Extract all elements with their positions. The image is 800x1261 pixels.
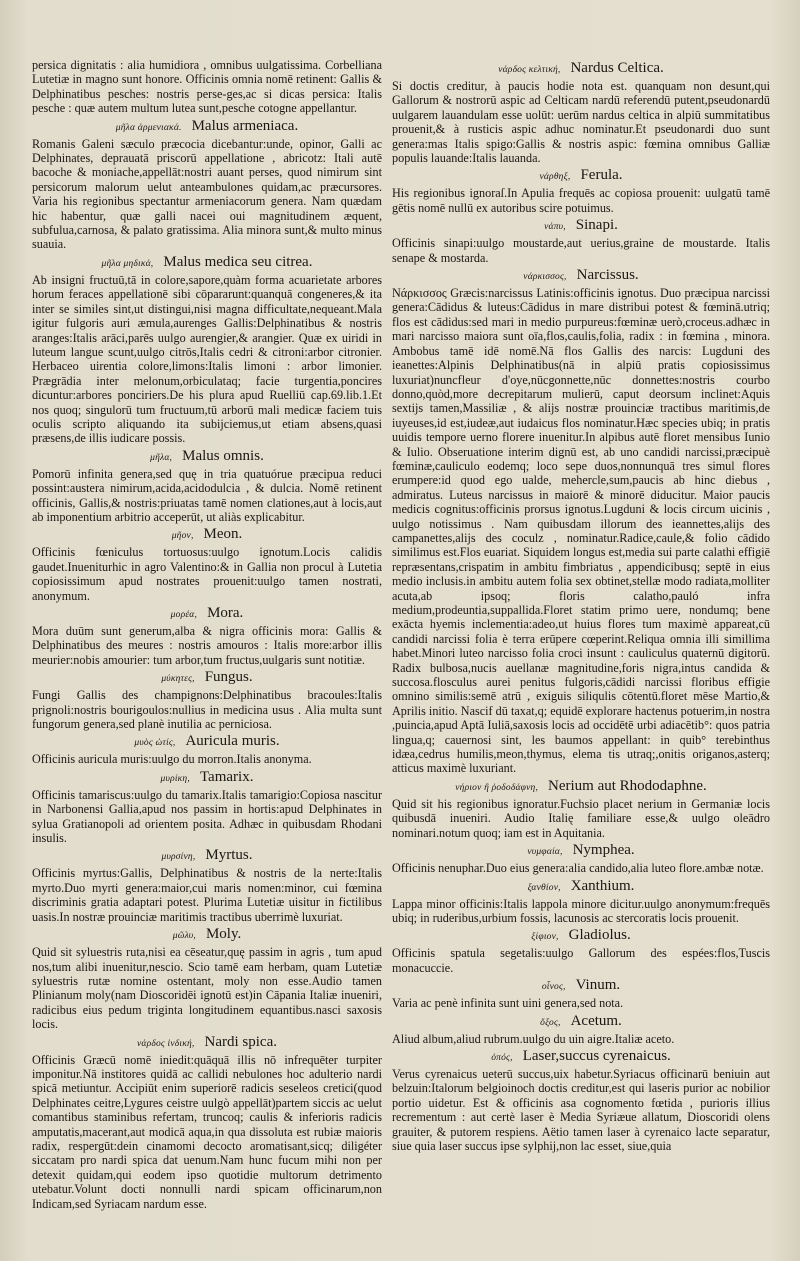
greek-name: ξίφιον, (531, 932, 559, 943)
latin-name: Laser,succus cyrenaicus. (522, 1047, 671, 1064)
entry-text: Pomorū infinita genera,sed quę in tria quatuórue præcipua reduci possint:austera nimirum,acida,acidodulcia , & dulcia. Nomē retinent officinis, Gallis,& nostris:priuatas tamē nomen clationes,aut à locis,aut ab imponentium arbitrio acceperūt, ut aliàs explicabitur. (32, 466, 382, 524)
greek-name: νήριον ἢ ῥοδοδάφνη, (455, 782, 539, 793)
entry-heading (32, 926, 382, 944)
latin-name: Vinum. (575, 977, 621, 994)
entry-heading (392, 778, 770, 796)
latin-name: Myrtus. (205, 847, 253, 864)
entry-text: Varia ac penè infinita sunt uini genera,sed nota. (392, 996, 624, 1011)
entry-heading (392, 927, 770, 945)
entry-heading (392, 842, 770, 860)
entry-text: Officinis fœniculus tortuosus:uulgo ignotum.Locis calidis gaudet.Inueniturhic in agro Valentino:& in Gallia non procul à Lutetia copiosissimum apud nostrates prouenit:uulgo tamen nostrati, anonymum. (32, 545, 382, 603)
entry-heading (392, 167, 770, 185)
greek-name: μῆλα μηδικά, (101, 258, 154, 269)
plant-entry (32, 58, 382, 116)
entry-heading (392, 267, 770, 285)
entry-text: Fungi Gallis des champignons:Delphinatibus bracoules:Italis prignoli:nostris bourigoulos:nullius in medicina usus . Alia multa sunt fungorum genera,sed planè inutilia ac perniciosa. (32, 688, 382, 732)
right-column (392, 58, 770, 1153)
entry-text: Lappa minor officinis:Italis lappola minore dicitur.uulgo anonymum:frequēs ubiq; in ruderibus,urbium fossis, lacunosis ac stercoratis locis prouenit. (392, 896, 770, 925)
latin-name: Malus medica seu citrea. (163, 253, 313, 270)
plant-entry (32, 733, 382, 766)
latin-name: Nymphea. (572, 842, 635, 859)
greek-name: ξανθίον, (527, 882, 561, 893)
latin-name: Malus omnis. (182, 447, 264, 464)
greek-name: μορέα, (170, 610, 198, 620)
greek-name: μῆον, (171, 531, 194, 542)
entry-heading (392, 217, 770, 235)
entry-text: Verus cyrenaicus ueterū succus,uix habetur.Syriacus officinarū beniuin aut belzuin:Italorum belgioinoch doctis creditur,est qui laseris purior ac nobilior portio uidetur. Est & officinis asa cognomento fœtida , purioris illius recrementum : aut certè laser è Media Syriæue allatum, Dioscoridi olens grauiter, & putorem respiens. Aëtio tamen laser à cyrenaico lacte separatur, siue quia laser succus ipse sylphij,non lac esset, siue,quia (392, 1066, 770, 1153)
plant-entry (32, 769, 382, 846)
latin-name: Narcissus. (576, 267, 639, 284)
entry-text: Ab insigni fructuū,tā in colore,sapore,quàm forma acuarietate arbores horum feraces appellationē sibi cōpararunt:quanquā congeneres,& ita inter se similes sint,ut distingui,nisi magna difficultate,nequeant.Mala igitur fulgoris auri æmula,aurenges Gallis:Delphinatibus & nostris aranges:Italis arāci,parēs uulgo aurengier,& arangier. Quæ ex uiridi in luteum langue scunt,uulgo citrōs,Italis cedri & citroni:arbor citronier. Herbaceo uirentia colore,limons:Italis limoni : arbor limonier. Prægrādia inter melonum,orbiculataq; facie turgentia,poncires dicuntur:arbores ponciriers.De his plura apud Ruelliū cap.69.lib.1.Et nos quoq; singulorū tum fructuum,tū arborū mali medicæ faciem tuis oculis scripto aliquando ita subijciemus,ut etiam absens,quasi præsens,de illis iudicare possis. (32, 272, 382, 446)
entry-text: Aliud album,aliud rubrum.uulgo du uin aigre.Italiæ aceto. (392, 1031, 675, 1046)
plant-entry (32, 605, 382, 667)
entry-text: Si doctis creditur, à paucis hodie nota est. quanquam non desunt,qui Gallorum & nostrorū aspic ad Celticam nardū referendū putent,pseudonardū uulgarem lauandulam esse uolūt: uerūm nardus celtica in alpiū summitatibus prouenit,& à rusticis aspic adhuc nominatur.Et pseudonardi duo sunt genera:mas Italis spigo:Gallis & nostris aspic: fœmina omnibus Galliæ populis lauande:Italis lauanda. (392, 79, 770, 166)
greek-name: μῆλα, (150, 452, 173, 463)
latin-name: Sinapi. (575, 217, 618, 234)
entry-heading (32, 1034, 382, 1052)
latin-name: Acetum. (570, 1012, 622, 1029)
entry-text: Officinis Græcū nomē iniedit:quāquā illis nō infrequēter turpiter imponitur.Nā institores quidā ac callidi nebulones hoc adulterio nardi spicā metiuntur. Accipiūt enim superiorē radicis seseleos cretici(quod Delphinates ceitre,Lygures ceistre uulgò appellāt)partem siccis ac uelut comantibus staminibus refertam, truncoq; caulis & inferioris radicis amputatis,macerant,aut modicā aqua,in qua dissoluta est rubiæ maioris radix, respergūt:dein cinamomi decocto aromatisant,sicq; diligéter siccatam pro nardi spica dat uenum.Nam hunc fucum mihi non per detexit quidam,qui eodem ipso quotidie multorum detrimento utebatur.Volunt docti nonnulli nardi spicam officinarum,non Indicam,sed Syriacam nardum esse. (32, 1052, 382, 1211)
entry-heading (32, 448, 382, 466)
entry-text: Romanis Galeni sæculo præcocia dicebantur:unde, opinor, Galli ac Delphinates, deprauatā priscorū appellatione , abricotz: Itali autē bacoche & moniache,appellāt:nostri auant perses, quod nimirum sint persicorum malorum uelut anteambulones quidam,ac præcursores. Varia his regionibus spectantur armeniacorum genera. Nam quædam hic habentur, quæ galli nacei oui magnitudinem æquent, subfulua,carnosa, & palato gratissima. Alia minora sunt,& multo minus suauia. (32, 136, 382, 252)
plant-entry (32, 669, 382, 731)
greek-name: μυρίκη, (160, 773, 190, 784)
plant-entry (32, 526, 382, 603)
left-column (32, 58, 382, 1211)
latin-name: Nardi spica. (204, 1033, 277, 1050)
entry-heading (32, 733, 382, 751)
plant-entry (392, 60, 770, 165)
latin-name: Meon. (203, 526, 243, 543)
plant-entry (32, 1034, 382, 1211)
plant-entry (32, 118, 382, 252)
latin-name: Xanthium. (570, 877, 635, 894)
plant-entry (392, 842, 770, 875)
latin-name: Nerium aut Rhododaphne. (548, 777, 707, 794)
plant-entry (32, 254, 382, 446)
plant-entry (392, 977, 770, 1010)
latin-name: Fungus. (204, 669, 253, 686)
entry-heading (392, 977, 770, 995)
latin-name: Mora. (207, 605, 244, 621)
plant-entry (392, 267, 770, 776)
entry-heading (392, 1048, 770, 1066)
entry-text: Officinis auricula muris:uulgo du morron.Italis anonyma. (32, 752, 312, 767)
entry-heading (392, 1013, 770, 1031)
greek-name: μῆλα ἀρμενιακά. (115, 122, 182, 133)
greek-name: νυμφαία, (527, 847, 563, 858)
entry-text: Officinis nenuphar.Duo eius genera:alia candido,alia luteo flore.ambæ notæ. (392, 861, 764, 876)
entry-heading (392, 60, 770, 78)
entry-text: Quid sit his regionibus ignoratur.Fuchsio placet nerium in Germaniæ locis quibusdā inueniri. Audio Italię familiare esse,& uulgo oleādro nominari.notum quoq; iam est in Aquitania. (392, 796, 770, 840)
entry-text: His regionibus ignoraſ.In Apulia frequēs ac copiosa prouenit: uulgatū tamē gētis nomē nullū ex autoribus scire potuimus. (392, 186, 770, 215)
plant-entry (392, 1048, 770, 1153)
greek-name: μύκητες, (161, 674, 195, 685)
plant-entry (392, 167, 770, 215)
latin-name: Nardus Celtica. (570, 60, 664, 76)
plant-entry (392, 927, 770, 975)
entry-heading (32, 769, 382, 787)
entry-heading (32, 847, 382, 865)
plant-entry (392, 878, 770, 926)
entry-heading (32, 669, 382, 687)
plant-entry (32, 448, 382, 525)
entry-text: Officinis spatula segetalis:uulgo Gallorum des espées:flos,Tuscis monacuccie. (392, 946, 770, 975)
latin-name: Ferula. (580, 167, 623, 184)
entry-text: Quid sit syluestris ruta,nisi ea cēseatur,quę passim in agris , tum apud nos,tum alibi inuenitur,nescio. Scio tamē eam herbam, quam Lutetiæ syluestris rutæ nomine ostentant, moly non esse.Audio tamen Plinianum moly(nam Dioscoridēi ignotū est)in Cāpania Italiæ inueniri, radicibus eius pedum triginta longitudinem equantibus.nasci saxosis locis. (32, 945, 382, 1032)
greek-name: μυὸς ὠτίς, (134, 738, 176, 749)
greek-name: νάρδος κελτική, (498, 65, 561, 75)
greek-name: οἶνος, (541, 982, 566, 993)
entry-text: Mora duūm sunt generum,alba & nigra officinis mora: Gallis & Delphinatibus des meures : nostris amouros : Italis more:arbor illis meurier:nobis amourier: tum arbor,tum fructus,uulgaris sunt notitiæ. (32, 624, 382, 667)
latin-name: Tamarix. (199, 768, 254, 785)
greek-name: ὀπός, (491, 1052, 513, 1063)
greek-name: μῶλυ, (172, 931, 196, 942)
entry-heading (32, 254, 382, 272)
entry-heading (32, 526, 382, 544)
greek-name: νάπυ, (544, 222, 566, 233)
greek-name: νάρδος ἰνδική, (136, 1038, 195, 1049)
entry-text: Officinis tamariscus:uulgo du tamarix.Italis tamarigio:Copiosa nascitur in Narbonensi Gallia,apud nos passim in hortis:apud Delphinates in sylua Gratianopoli ad orientem posita. Adhæc in quibusdam Rhodani insulis. (32, 787, 382, 846)
greek-name: μυρσίνη, (161, 852, 196, 863)
plant-entry (32, 926, 382, 1031)
plant-entry (392, 1013, 770, 1046)
latin-name: Malus armeniaca. (191, 117, 299, 134)
latin-name: Moly. (205, 926, 242, 943)
entry-text: Officinis myrtus:Gallis, Delphinatibus & nostris de la nerte:Italis myrto.Duo myrti genera:maior,cui maris nomen:minor, cui fœmina discriminis gratia adaptari potest. Plurima Lutetiæ uisitur in fictilibus uasis.In nostræ prouinciæ maritimis tractibus uberrimè luxuriat. (32, 866, 382, 924)
entry-heading (32, 605, 382, 623)
plant-entry (392, 778, 770, 840)
entry-text: persica dignitatis : alia humidiora , omnibus uulgatissima. Corbelliana Lutetiæ in magno sunt honore. Officinis omnia nomē retinent: Gallis & Delphinatibus pesches: nostris perse-ges,ac si dicas persica: Italis pesche : quæ autem multum lutea sunt,pesche cotogne appellantur. (32, 58, 382, 116)
latin-name: Gladiolus. (568, 927, 631, 944)
entry-heading (32, 118, 382, 136)
entry-heading (392, 878, 770, 896)
entry-text: Νάρκισσος Græcis:narcissus Latinis:officinis ignotus. Duo præcipua narcissi genera:Cādidus & luteus:Cādidus in mare distribui potest & fœminā.utriq; flos est cādidus:sed mari in medio purpureus:fœminæ uerò,croceus.adhæc in mari narcisso maiora sunt oīa,flos,caulis,folia, radix : in fœmina , minora. Ambobus tamē idē nomē.Nā flos Gallis des narcis: Lugduni des ieanettes:Alpinis Delphinatibus(nā in alpiū pratis copiosissimus luxuriat)nuncfleur d'oye,nūcgonnette,nūc donnettes:nostris courbo donno,quòd,more decrepitarum mulierū, caput deorsum inclinet:Aquis sextijs tamen,Massiliæ , & alijs nostræ prouinciæ tractibus maritimis,de iuyeuses,id est,iudeæ,aut iudaicus flos nominatur.Hæc species ubiq; in pratis uuidis tempore uerno florere inuenitur.In alpibus autē floret mensibus Iunio & Iulio. Obseruatione interim dignū est, ab uno candidi narcissi,præcipuè fœminæ,cauliculo eodemq; loco sepe duos,nonnunquā tres simul flores erumpere:id quod ego ualde, mehercle,sum,paucis ab hinc diebus , admiratus. Luteus narcissus in maiorē & minorē diducitur. Maior paucis medicis cognitus:officinis prorsus ignotus.Lugduni & locis circum uicinis , uulgo notissimus . Nam quibusdam illorum des ieannettes,alijs des campanettes,alijs des coculz , nominatur.Radice,caule,& folio cādido similimus est.Flos euariat. Siquidem longus est,media sui parte calathi effigiē repræsentans,crispatim in ambitu fimbriatus , appendicibusq; septē in eius medio inclusis.in ambitu autem folia sex obtinet,stellæ modo radiata,molliter acuta,ab ipsoq; floris calatho,pauló infra medium,prodeuntia,suppallida.Floret statim primo uere, nondumq; bene exācta hyemis inclementia:adeo,ut huius flores tum maximè appareat,cū candidi narcissi folia è terra erūpere cœperint.Reliqua omnia illi simillima habet.Minori luteo narcisso folia croci insunt : cauliculus quaternū digitorū. Radix bulbosa,nucis auellanæ magnitudine,foris nigra,intus candida & succosa.flosculus aurei penitus fulgoris,cādidi narcissi floribus effigie omnino similis:semē atrū , exiguis siliqulis cōtentū.floret mēse Martio,& Aprilis initio. Nascif dū taxat,q; equidē explorare hactenus potuerim,in nostra ,puincia,apud Aptā Iuliā,saxosis locis ad occidētē urbi adiacētib°: quos patria lingua,q; cauernosi sint, les baumos appellant: in quib° terebinthus idæa,cedrus humilis,meon,thymus, elema tis utraq;,onitis origanos,asterq; atticus maximè luxuriant. (392, 286, 770, 776)
greek-name: νάρκισσος, (523, 272, 567, 283)
latin-name: Auricula muris. (185, 733, 280, 750)
entry-text: Officinis sinapi:uulgo moustarde,aut uerius,graine de moustarde. Italis senape & mostarda. (392, 236, 770, 265)
plant-entry (32, 847, 382, 924)
greek-name: ὄξος, (540, 1017, 561, 1028)
plant-entry (392, 217, 770, 265)
greek-name: νάρθηξ, (539, 172, 571, 183)
